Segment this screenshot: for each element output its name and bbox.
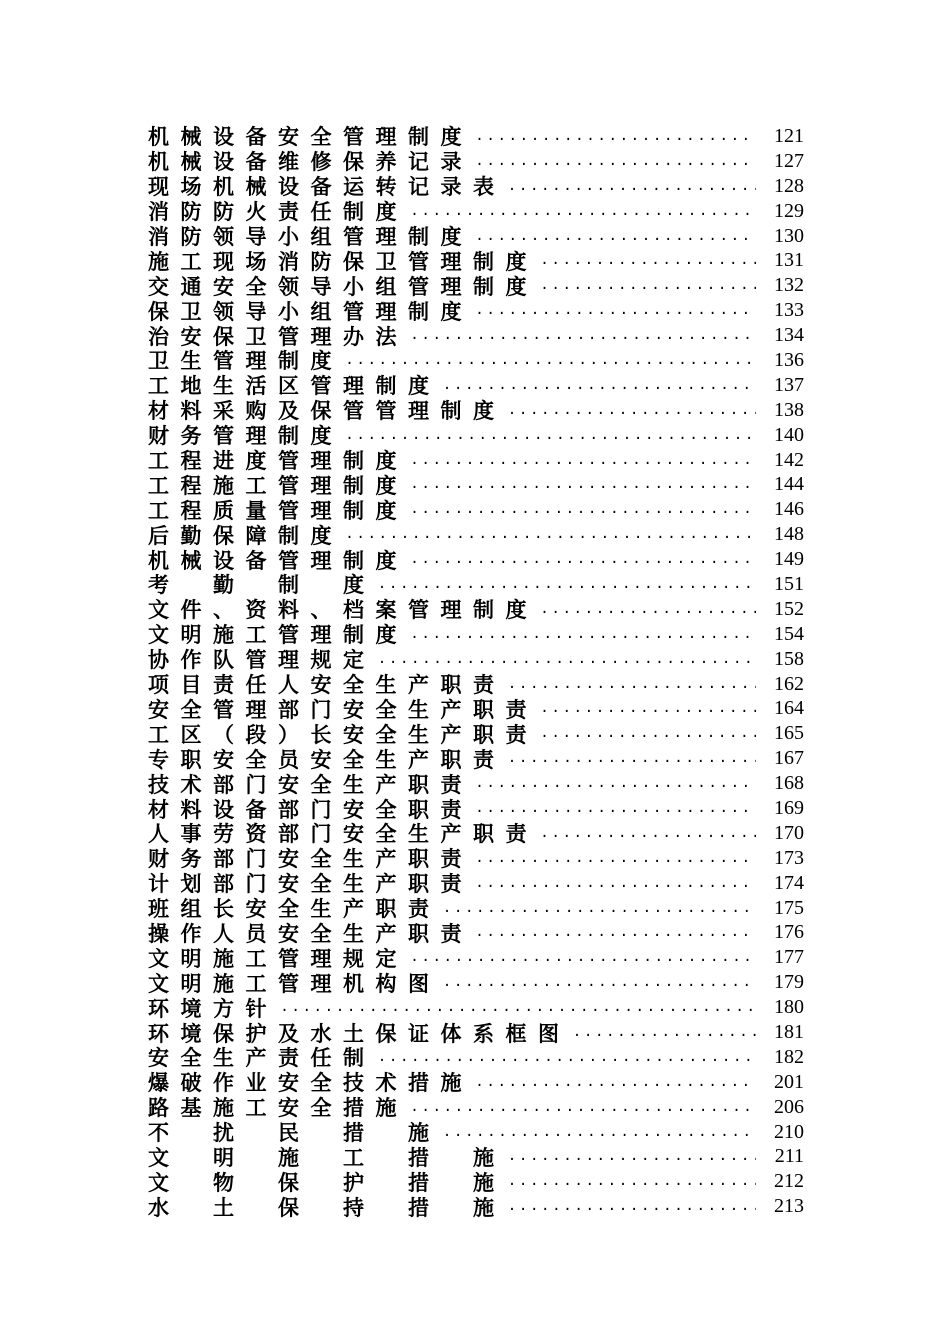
toc-entry-page-number: 132 (774, 274, 804, 297)
toc-dot-leader (345, 427, 756, 444)
toc-entry (148, 174, 804, 199)
toc-entry (148, 746, 804, 771)
toc-entry-title: 卫生管理制度 (148, 348, 343, 373)
toc-entry-page-number: 130 (774, 224, 804, 247)
toc-entry (148, 846, 804, 871)
toc-entry (148, 224, 804, 249)
toc-entry-page-number: 136 (774, 348, 804, 371)
toc-entry (148, 871, 804, 896)
toc-entry (148, 199, 804, 224)
toc-entry-page-number: 137 (774, 373, 804, 396)
toc-entry-title: 治安保卫管理办法 (148, 323, 408, 349)
toc-entry-page-number: 152 (774, 597, 804, 620)
toc-entry (148, 672, 804, 697)
toc-entry (148, 1169, 804, 1194)
toc-dot-leader (345, 352, 756, 369)
toc-entry-page-number: 162 (774, 672, 804, 695)
toc-entry-page-number: 151 (774, 572, 804, 595)
toc-entry-title: 机械设备管理制度 (148, 547, 408, 573)
table-of-contents (148, 124, 804, 1219)
toc-dot-leader (410, 626, 756, 643)
toc-dot-leader (540, 601, 756, 618)
toc-entry-title: 材料采购及保管管理制度 (148, 398, 506, 423)
toc-dot-leader (475, 850, 756, 867)
toc-entry-title: 环境保护及水土保证体系框图 (148, 1020, 571, 1045)
toc-entry (148, 1145, 804, 1170)
toc-dot-leader (410, 476, 756, 493)
toc-entry-page-number: 149 (774, 548, 804, 571)
toc-dot-leader (443, 1124, 757, 1141)
toc-dot-leader (475, 924, 756, 941)
toc-dot-leader (443, 974, 757, 991)
toc-entry (148, 896, 804, 921)
toc-entry (148, 348, 804, 373)
toc-entry-title: 后勤保障制度 (148, 522, 343, 548)
toc-entry-title: 计划部门安全生产职责 (148, 871, 473, 896)
toc-entry-title: 材料设备部门安全职责 (148, 796, 473, 821)
toc-entry-title: 财务部门安全生产职责 (148, 846, 473, 871)
toc-dot-leader (540, 825, 756, 842)
toc-entry (148, 472, 804, 497)
toc-dot-leader (378, 651, 757, 668)
toc-dot-leader (410, 452, 756, 469)
toc-entry-page-number: 165 (774, 722, 804, 745)
toc-dot-leader (410, 551, 756, 568)
toc-dot-leader (508, 1148, 757, 1165)
toc-entry-page-number: 181 (774, 1021, 804, 1043)
toc-entry-page-number: 131 (774, 249, 804, 272)
toc-entry-title: 不 扰 民 措 施 (148, 1120, 441, 1145)
toc-entry (148, 1045, 804, 1070)
toc-dot-leader (475, 128, 756, 145)
toc-entry-page-number: 158 (774, 647, 804, 670)
toc-entry-title: 交通安全领导小组管理制度 (148, 273, 538, 299)
toc-entry (148, 796, 804, 821)
toc-entry-page-number: 140 (774, 423, 804, 446)
toc-entry-page-number: 211 (774, 1145, 804, 1168)
toc-entry-page-number: 169 (774, 796, 804, 819)
toc-entry-page-number: 154 (774, 622, 804, 645)
toc-dot-leader (475, 800, 756, 817)
toc-entry-title: 工区（段）长安全生产职责 (148, 721, 538, 747)
toc-entry-title: 机械设备维修保养记录 (148, 149, 473, 174)
toc-entry-page-number: 212 (774, 1170, 804, 1193)
toc-entry-page-number: 128 (774, 174, 804, 197)
toc-entry (148, 1070, 804, 1095)
toc-dot-leader (508, 178, 757, 195)
toc-entry-title: 人事劳资部门安全生产职责 (148, 821, 538, 846)
toc-entry-page-number: 201 (774, 1070, 804, 1093)
toc-entry (148, 597, 804, 622)
toc-dot-leader (475, 153, 756, 170)
toc-entry-title: 文 物 保 护 措 施 (148, 1169, 506, 1195)
toc-entry-page-number: 206 (774, 1095, 804, 1118)
toc-entry-title: 班组长安全生产职责 (148, 896, 441, 921)
toc-entry-title: 现场机械设备运转记录表 (148, 174, 506, 199)
toc-dot-leader (280, 999, 756, 1016)
toc-entry-title: 协作队管理规定 (148, 647, 376, 672)
toc-dot-leader (508, 676, 757, 693)
toc-entry (148, 970, 804, 995)
toc-entry-page-number: 129 (774, 199, 804, 222)
toc-entry-title: 路基施工安全措施 (148, 1095, 408, 1120)
toc-entry-title: 安全管理部门安全生产职责 (148, 696, 538, 722)
toc-entry (148, 124, 804, 149)
toc-entry (148, 945, 804, 970)
toc-entry-page-number: 210 (774, 1120, 804, 1143)
toc-entry (148, 248, 804, 273)
toc-entry-title: 技术部门安全生产职责 (148, 771, 473, 797)
toc-entry (148, 497, 804, 522)
toc-entry-page-number: 176 (774, 921, 804, 944)
toc-entry-title: 工程质量管理制度 (148, 497, 408, 523)
toc-entry (148, 995, 804, 1020)
toc-entry-title: 施工现场消防保卫管理制度 (148, 248, 538, 274)
toc-dot-leader (540, 725, 756, 742)
toc-entry (148, 622, 804, 647)
toc-entry-page-number: 167 (774, 747, 804, 770)
toc-dot-leader (410, 203, 756, 220)
toc-dot-leader (540, 700, 756, 717)
toc-entry-page-number: 127 (774, 149, 804, 172)
toc-entry-page-number: 175 (774, 896, 804, 919)
toc-dot-leader (508, 402, 757, 419)
toc-entry-page-number: 144 (774, 473, 804, 496)
toc-entry-title: 工地生活区管理制度 (148, 373, 441, 398)
toc-entry (148, 373, 804, 398)
toc-entry-title: 文明施工管理规定 (148, 945, 408, 971)
toc-entry-title: 项目责任人安全生产职责 (148, 672, 506, 697)
toc-entry (148, 323, 804, 348)
toc-entry-title: 安全生产责任制 (148, 1045, 376, 1070)
toc-entry-title: 考 勤 制 度 (148, 572, 376, 597)
toc-entry-title: 消防领导小组管理制度 (148, 224, 473, 249)
toc-entry-page-number: 164 (774, 697, 804, 720)
toc-entry-page-number: 182 (774, 1045, 804, 1068)
toc-entry-title: 爆破作业安全技术措施 (148, 1070, 473, 1095)
toc-entry (148, 696, 804, 721)
toc-entry (148, 821, 804, 846)
toc-dot-leader (410, 501, 756, 518)
toc-entry-page-number: 142 (774, 448, 804, 471)
toc-entry-title: 工程施工管理制度 (148, 472, 408, 498)
toc-dot-leader (508, 1173, 757, 1190)
toc-entry (148, 398, 804, 423)
toc-entry-page-number: 146 (774, 498, 804, 521)
toc-dot-leader (475, 302, 756, 319)
toc-dot-leader (475, 875, 756, 892)
toc-entry-title: 财务管理制度 (148, 423, 343, 448)
toc-entry-title: 文明施工管理机构图 (148, 970, 441, 996)
toc-dot-leader (443, 900, 757, 917)
toc-dot-leader (475, 775, 756, 792)
toc-entry-page-number: 170 (774, 821, 804, 844)
toc-dot-leader (410, 327, 756, 344)
toc-entry-page-number: 133 (774, 299, 804, 322)
toc-entry (148, 149, 804, 174)
toc-entry (148, 298, 804, 323)
toc-entry (148, 1095, 804, 1120)
toc-entry (148, 423, 804, 448)
toc-entry (148, 522, 804, 547)
toc-entry-title: 文 明 施 工 措 施 (148, 1144, 506, 1170)
toc-entry-title: 文明施工管理制度 (148, 622, 408, 647)
toc-entry-page-number: 180 (774, 996, 804, 1019)
toc-entry (148, 721, 804, 746)
toc-dot-leader (443, 377, 757, 394)
toc-entry (148, 1020, 804, 1045)
toc-entry-page-number: 148 (774, 523, 804, 546)
toc-entry-title: 操作人员安全生产职责 (148, 920, 473, 946)
toc-entry-page-number: 177 (774, 946, 804, 969)
toc-entry (148, 572, 804, 597)
toc-dot-leader (540, 252, 756, 269)
toc-entry-title: 保卫领导小组管理制度 (148, 298, 473, 324)
toc-entry-page-number: 134 (774, 324, 804, 347)
toc-entry-page-number: 138 (774, 398, 804, 421)
toc-entry-page-number: 168 (774, 772, 804, 795)
toc-dot-leader (475, 1074, 756, 1091)
toc-entry-title: 消防防火责任制度 (148, 199, 408, 224)
toc-dot-leader (410, 949, 756, 966)
toc-dot-leader (573, 1024, 757, 1041)
toc-dot-leader (410, 1099, 756, 1116)
toc-entry-page-number: 179 (774, 971, 804, 994)
toc-entry (148, 647, 804, 672)
toc-entry-title: 水 土 保 持 措 施 (148, 1194, 506, 1220)
toc-entry (148, 1120, 804, 1145)
toc-entry-title: 工程进度管理制度 (148, 448, 408, 473)
toc-entry (148, 921, 804, 946)
toc-dot-leader (378, 1049, 757, 1066)
toc-dot-leader (540, 277, 756, 294)
toc-dot-leader (345, 526, 756, 543)
toc-dot-leader (508, 750, 757, 767)
toc-entry-page-number: 213 (774, 1195, 804, 1218)
toc-entry (148, 448, 804, 473)
toc-dot-leader (508, 1198, 757, 1215)
toc-entry (148, 273, 804, 298)
toc-entry-title: 环境方针 (148, 995, 278, 1021)
toc-entry (148, 547, 804, 572)
toc-entry (148, 1194, 804, 1219)
toc-entry (148, 771, 804, 796)
toc-entry-page-number: 174 (774, 871, 804, 894)
toc-dot-leader (378, 576, 757, 593)
toc-entry-title: 文件、资料、档案管理制度 (148, 597, 538, 622)
toc-entry-page-number: 173 (774, 846, 804, 869)
toc-dot-leader (475, 228, 756, 245)
toc-entry-title: 专职安全员安全生产职责 (148, 746, 506, 772)
toc-entry-title: 机械设备安全管理制度 (148, 124, 473, 149)
toc-entry-page-number: 121 (774, 124, 804, 147)
